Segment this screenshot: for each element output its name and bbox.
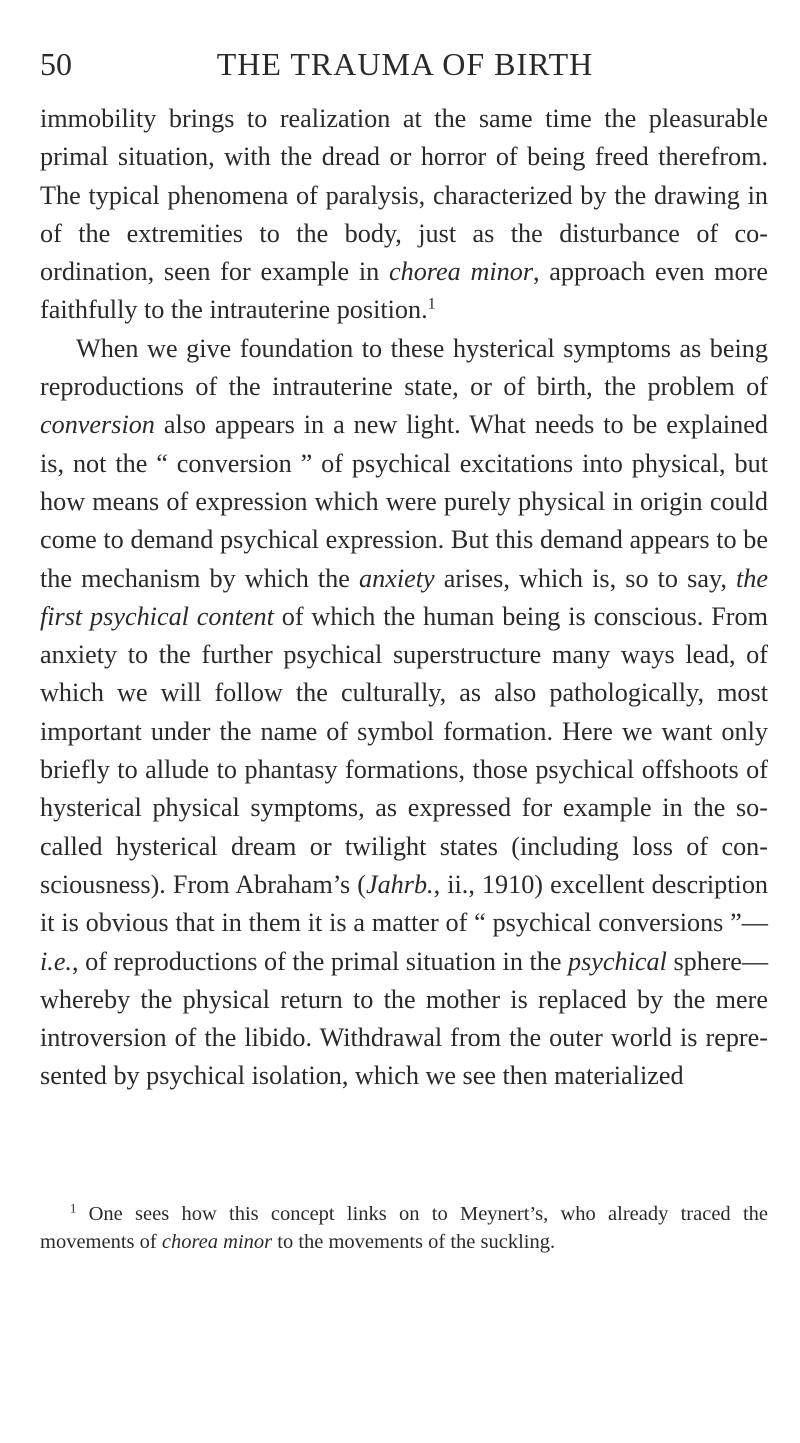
italic-text: conversion: [40, 410, 155, 440]
page-number: 50: [40, 46, 72, 82]
text-run: to the movements of the suckling.: [272, 1231, 556, 1253]
paragraph-2: [40, 330, 768, 1096]
text-run: arises, which is, so to say,: [434, 563, 737, 593]
italic-text: Jahrb.: [365, 869, 434, 899]
italic-text: the first psychical content: [40, 563, 769, 631]
footnote-marker: 1: [70, 1201, 77, 1216]
running-head: THE TRAUMA OF BIRTH: [216, 46, 594, 82]
italic-text: anxiety: [359, 563, 435, 593]
text-run: of which the human being is conscious. From anxiety to the further psychical superstructure many ways lead, of which we will follow the culturally, as also pathologically, most important under the name of symbol formation. Here we want only briefly to allude to phantasy formations, those psychical offshoots of hysterical physical symptoms, as expressed for example in the so-called hysterical dream or twilight states (including loss of consciousness). From Abraham’s (: [40, 601, 768, 899]
text-run: immobility brings to realization at the same time the pleasurable primal situation, with the dread or horror of being freed therefrom. The typical phenomena of paralysis, characterized by the drawing in of the extremities to the body, just as the disturbance of co-ordination, seen for example in: [40, 104, 768, 287]
italic-text: psychical: [568, 946, 667, 976]
footnote-1: [40, 1200, 768, 1256]
text-run: , of reproductions of the primal situation in the: [72, 946, 569, 976]
text-run: also appears in a new light. What needs to be explained is, not the “ conversion ” of psychical excitations into physical, but how means of expression which were purely physical in origin could come to demand psychical expression. But this demand appears to be the mechanism by which the: [40, 410, 768, 593]
text-run: When we give foundation to these hysterical symptoms as being reproductions of the intrauterine state, or of birth, the problem of: [40, 333, 768, 402]
page-header: [40, 44, 770, 84]
italic-text: chorea minor: [161, 1231, 273, 1253]
italic-text: chorea minor: [388, 257, 534, 287]
text-run: One sees how this concept links on to Meynert’s, who already traced the movements of: [40, 1203, 768, 1253]
paragraph-1: [40, 100, 768, 330]
footnote-marker: 1: [427, 294, 436, 313]
italic-text: i.e.: [40, 946, 72, 976]
text-run: , ii., 1910) excellent description it is obvious that in them it is a matter of “ psychical conversions ”—: [40, 869, 769, 938]
text-run: sphere—whereby the physical return to the mother is replaced by the mere introversion of the libido. Withdrawal from the outer world is represented by psychical isolation, which we see then materialized: [40, 946, 769, 1091]
footnotes: [40, 1200, 768, 1256]
text-run: , approach even more faithfully to the intrauterine position.: [40, 257, 768, 325]
body-text: [40, 100, 768, 1096]
